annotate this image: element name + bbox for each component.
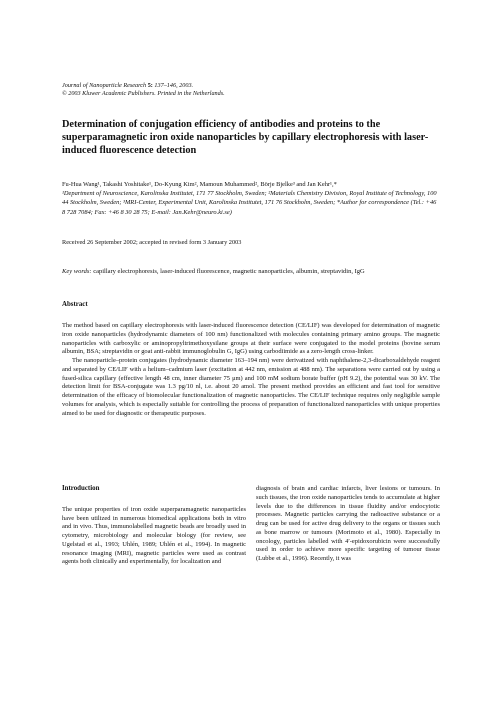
column-left [62, 485, 246, 567]
introduction-heading: Introduction [62, 485, 100, 492]
received-dates: Received 26 September 2002; accepted in revised form 3 January 2003 [62, 239, 242, 246]
abstract-paragraph-1: The method based on capillary electrophoresis with laser-induced fluorescence detection (CE/LIF) was developed for determination of magnetic iron oxide nanoparticles (hydrodynamic diameters of 100 nm) functionalized with molecules containing primary amino groups. The magnetic nanoparticles with carboxylic or aminopropyltrimethoxysilane groups at their surface were conjugated to the model proteins (bovine serum albumin, BSA; streptavidin or goat anti-rabbit immunoglobulin G, IgG) using carbodiimide as a zero-length cross-linker. [62, 322, 440, 356]
introduction-paragraph-left: The unique properties of iron oxide superparamagnetic nanoparticles have been utilized in numerous biomedical applications both in vitro and in vivo. Thus, immunolabelled magnetic beads are broadly used in cytometry, microbiology and molecular biology (for review, see Ugelstad et al., 1993; Uhlén, 1989; Uhlén et al., 1994). In magnetic resonance imaging (MRI), magnetic particles were used as contrast agents both clinically and experimentally, for localization and [62, 505, 246, 566]
keywords-list: capillary electrophoresis, laser-induced fluorescence, magnetic nanoparticles, albumin, streptavidin, IgG [93, 268, 365, 275]
abstract-heading: Abstract [62, 301, 88, 308]
keywords-label: Key words: [62, 268, 92, 275]
keywords [62, 268, 440, 277]
journal-line-1 [62, 82, 440, 90]
journal-line-2: © 2003 Kluwer Academic Publishers. Printed in the Netherlands. [62, 90, 225, 97]
paper-title: Determination of conjugation efficiency of antibodies and proteins to the superparamagnetic iron oxide nanoparticles by capillary electrophoresis with laser-induced fluorescence detection [62, 119, 429, 156]
introduction-paragraph-right: diagnosis of brain and cardiac infarcts, liver lesions or tumours. In such tissues, the iron oxide nanoparticles tends to accumulate at higher levels due to the differences in tissue fluidity and/or endocytotic processes. Magnetic particles carrying the radioactive substance or a drug can be used for active drug delivery to the organs or tissues such as bone marrow or tumours (Morimoto et al., 1980). Especially in oncology, particles labelled with 4′-epidoxorubicin were successfully used in order to achieve more specific targeting of tumour tissue (Lubbe et al., 1996). Recently, it was [256, 485, 440, 562]
abstract-paragraph-2: The nanoparticle–protein conjugates (hydrodynamic diameter 163–194 nm) were derivatized with naphthalene-2,3-dicarboxaldehyde reagent and separated by CE/LIF with a helium–cadmium laser (excitation at 442 nm, emission at 488 nm). The separations were carried out by using a fused-silica capillary (effective length 48 cm, inner diameter 75 μm) and 100 mM sodium borate buffer (pH 9.2), the potential was 30 kV. The detection limit for BSA-conjugate was 1.3 pg/10 nl, i.e. about 20 amol. The present method provides an efficient and fast tool for sensitive determination of the efficacy of biomolecular functionalization of magnetic nanoparticles. The CE/LIF technique requires only negligible sample volumes for analysis, which is especially suitable for controlling the process of preparation of functionalized nanoparticles with unique properties aimed to be used for diagnostic or therapeutic purposes. [62, 357, 440, 417]
journal-pages: 137–146, 2003. [154, 82, 194, 89]
affiliations: ¹Department of Neuroscience, Karolinska Institutet, 171 77 Stockholm, Sweden; ²Materials Chemistry Division, Royal Institute of Technology, 100 44 Stockholm, Sweden; ³MRI-Center, Experimental Unit, Karolinska Institutet, 171 76 Stockholm, Sweden; *Author for correspondence (Tel.: +46 8 728 7084; Fax: +46 8 30 28 75; E-mail: Jan.Kehr@neuro.ki.se) [62, 190, 437, 216]
author-block [62, 180, 440, 217]
author-list: Fu-Hua Wang¹, Takashi Yoshitake¹, Do-Kyung Kim², Mamoun Muhammed², Börje Bjelke³ and Jan Kehr¹,* [62, 181, 337, 188]
journal-name: Journal of Nanoparticle Research [62, 82, 147, 89]
column-right [256, 485, 440, 564]
journal-citation [62, 82, 440, 98]
abstract-body [62, 322, 440, 418]
journal-volume: 5: [147, 82, 153, 89]
